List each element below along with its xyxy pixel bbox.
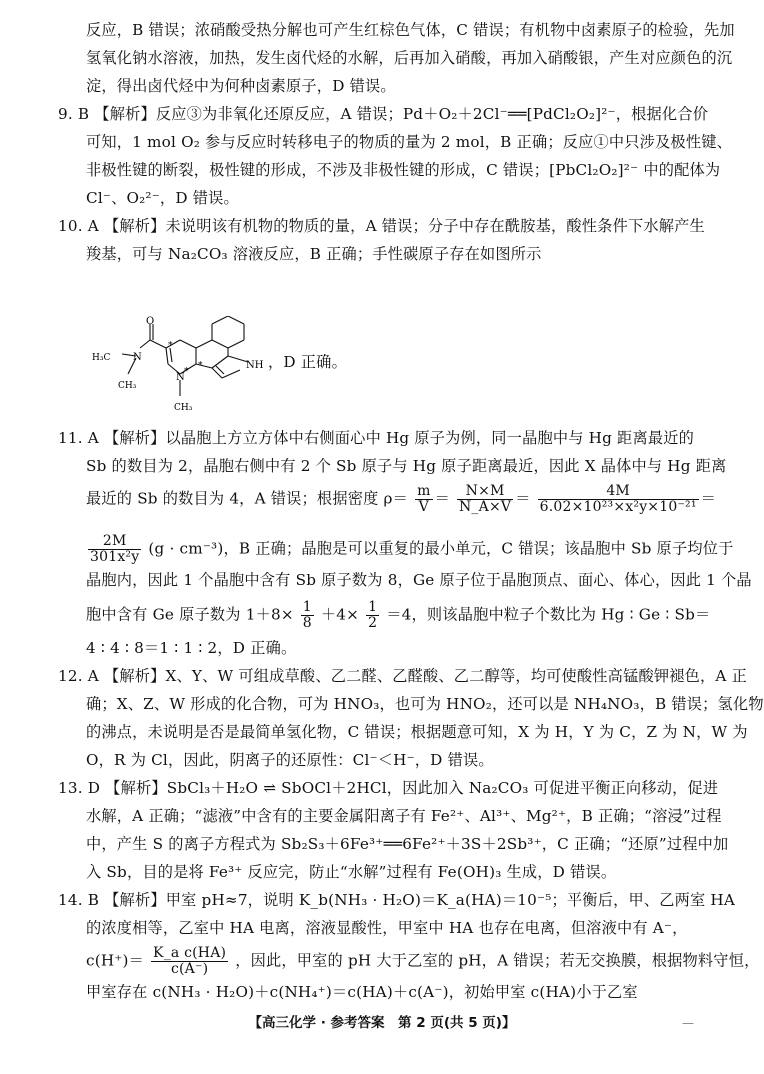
q13-line: 13. D 【解析】SbCl₃＋H₂O ⇌ SbOCl＋2HCl，因此加入 Na₂CO₃ 可促进平衡正向移动，促进 <box>58 779 719 797</box>
q9-line: 9. B 【解析】反应③为非氧化还原反应，A 错误；Pd＋O₂＋2Cl⁻══[PdCl₂O₂]²⁻，根据化合价 <box>58 105 709 123</box>
text-line: 最近的 Sb 的数目为 4，A 错误；根据密度 ρ＝ $\frac{m}{V}$ ＝ $\frac{N\times M}{N\_A\times V}$ ＝ $\frac{4M}{\text{6.02×10²³×x²y×10⁻²¹}}$ ＝ <box>86 483 717 515</box>
text-span: ＝4，则该晶胞中粒子个数比为 Hg ∶ Ge ∶ Sb＝ <box>386 605 711 624</box>
text-line: 氢氧化钠水溶液，加热，发生卤代烃的水解，后再加入硝酸，再加入硝酸银，产生对应颜色的沉 <box>86 49 733 67</box>
text-line: 入 Sb，目的是将 Fe³⁺ 反应完，防止“水解”过程有 Fe(OH)₃ 生成，D 错误。 <box>86 863 617 881</box>
q14-line: 14. B 【解析】甲室 pH≈7，说明 K_b(NH₃ · H₂O)＝K_a(HA)＝10⁻⁵；平衡后，甲、乙两室 HA <box>58 891 736 909</box>
text-line: 水解，A 正确；“滤液”中含有的主要金属阳离子有 Fe²⁺、Al³⁺、Mg²⁺，B 正确；“溶浸”过程 <box>86 807 722 825</box>
atom-o: O <box>146 316 155 327</box>
text-line: 的沸点，未说明是否是最简单氢化物，C 错误；根据题意可知，X 为 H，Y 为 C，Z 为 N，W 为 <box>86 723 748 741</box>
text-span: 最近的 Sb 的数目为 4，A 错误；根据密度 <box>86 489 379 508</box>
text-line <box>86 533 734 565</box>
text-span: ，因此，甲室的 pH 大于乙室的 pH，A 错误；若无交换膜，根据物料守恒， <box>235 951 760 970</box>
fraction: $\frac{\text{K\_a c(HA)}}{c(A^-)}$ <box>153 945 227 977</box>
fraction: $\frac{m}{V}$ <box>417 483 431 515</box>
text-line: Sb 的数目为 2，晶胞右侧中有 2 个 Sb 原子与 Hg 原子距离最近，因此 X 晶体中与 Hg 距离 <box>86 457 727 475</box>
fraction: $\frac{2M}{\text{301x²y}}$ <box>90 533 140 565</box>
footer-dash: — <box>682 1016 694 1030</box>
text-span: 胞中含有 Ge 原子数为 1＋8× <box>86 605 294 624</box>
text-line: 确；X、Z、W 形成的化合物，可为 HNO₃，也可为 HNO₂，还可以是 NH₄NO₃，B 错误；氢化物 <box>86 695 764 713</box>
text-line <box>86 945 760 977</box>
q11-line: 11. A 【解析】以晶胞上方立方体中右侧面心中 Hg 原子为例，同一晶胞中与 Hg 距离最近的 <box>58 429 694 447</box>
molecule-structure <box>88 316 268 416</box>
fraction: $\frac{4M}{\text{6.02×10²³×x²y×10⁻²¹}}$ <box>539 483 697 515</box>
group-ch3: CH₃ <box>118 381 137 391</box>
chiral-mark: * <box>168 341 173 351</box>
text-line: 反应，B 错误；浓硝酸受热分解也可产生红棕色气体，C 错误；有机物中卤素原子的检验，先加 <box>86 21 735 39</box>
text-line: 羧基，可与 Na₂CO₃ 溶液反应，B 正确；手性碳原子存在如图所示 <box>86 245 542 263</box>
text-line: 可知，1 mol O₂ 参与反应时转移电子的物质的量为 2 mol，B 正确；反应①中只涉及极性键、 <box>86 133 732 151</box>
fraction: $\frac{1}{8}$ <box>302 599 312 631</box>
text-span: (g · cm⁻³)，B 正确；晶胞是可以重复的最小单元，C 错误；该晶胞中 Sb 原子均位于 <box>148 539 734 558</box>
atom-nh: NH <box>246 360 264 371</box>
eq-lhs: c(H⁺)＝ <box>86 951 145 970</box>
atom-n: N <box>133 352 142 363</box>
chiral-mark: * <box>184 367 189 377</box>
text-line: 的浓度相等，乙室中 HA 电离，溶液显酸性，甲室中 HA 也存在电离，但溶液中有 A⁻， <box>86 919 688 937</box>
page-footer: 【高三化学 · 参考答案 第 2 页(共 5 页)】 <box>248 1015 516 1031</box>
text-line: O，R 为 Cl，因此，阴离子的还原性：Cl⁻＜H⁻，D 错误。 <box>86 751 494 769</box>
fraction: $\frac{N\times M}{N\_A\times V}$ <box>458 483 512 515</box>
chiral-mark: * <box>198 361 203 371</box>
group-ch3-ring: CH₃ <box>174 403 193 413</box>
text-line: Cl⁻、O₂²⁻，D 错误。 <box>86 189 239 207</box>
text-span: ＋4× <box>320 605 360 624</box>
q10-line: 10. A 【解析】未说明该有机物的物质的量，A 错误；分子中存在酰胺基，酸性条件下水解产生 <box>58 217 705 235</box>
text-line: 淀，得出卤代烃中为何种卤素原子，D 错误。 <box>86 77 396 95</box>
q12-line: 12. A 【解析】X、Y、W 可组成草酸、乙二醛、乙醛酸、乙二醇等，均可使酸性高锰酸钾褪色，A 正 <box>58 667 747 685</box>
text-line: 非极性键的断裂，极性键的形成，不涉及非极性键的形成，C 错误；[PbCl₂O₂]²⁻ 中的配体为 <box>86 161 721 179</box>
text-line: 4 ∶ 4 ∶ 8＝1 ∶ 1 ∶ 2，D 正确。 <box>86 639 297 657</box>
text-line: 中，产生 S 的离子方程式为 Sb₂S₃＋6Fe³⁺══6Fe²⁺＋3S＋2Sb³⁺，C 正确；“还原”过程中加 <box>86 835 729 853</box>
group-h3c: H₃C <box>92 353 111 363</box>
atom-n-ring: N <box>176 372 185 383</box>
text-line: ，D 正确。 <box>268 353 347 371</box>
text-line: 甲室存在 c(NH₃ · H₂O)＋c(NH₄⁺)＝c(HA)＋c(A⁻)，初始甲室 c(HA)小于乙室 <box>86 983 638 1001</box>
eq-lhs: ρ＝ <box>383 489 409 508</box>
fraction: $\frac{1}{2}$ <box>368 599 378 631</box>
text-line <box>86 599 711 631</box>
text-line: 晶胞内，因此 1 个晶胞中含有 Sb 原子数为 8，Ge 原子位于晶胞顶点、面心、体心，因此 1 个晶 <box>86 571 752 589</box>
